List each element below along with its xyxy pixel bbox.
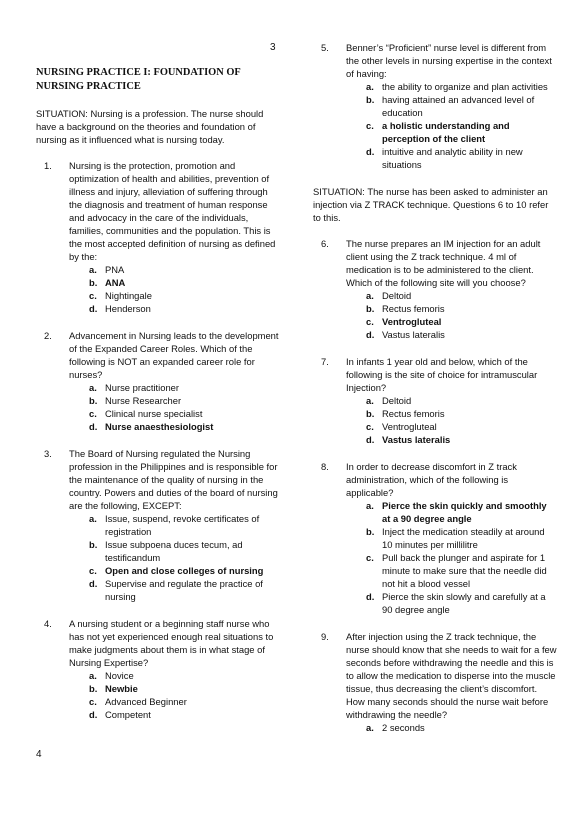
question-text: The Board of Nursing regulated the Nursing profession in the Philippines and is responsible for the maintenance of the quality of nursing in the country. Powers and duties of the board of nursing are the following, EXCEPT:: [69, 448, 278, 511]
option-list: [346, 289, 557, 341]
option-text: intuitive and analytic ability in new situations: [382, 146, 523, 170]
option-text: Vastus lateralis: [382, 329, 445, 340]
option: [366, 420, 557, 433]
option: [366, 302, 557, 315]
correct-option: [89, 564, 282, 577]
option-text: ANA: [105, 277, 126, 288]
option-list: [69, 381, 282, 433]
option-letter: d.: [366, 146, 375, 157]
situation-intro: SITUATION: Nursing is a profession. The nurse should have a background on the theories and foundation of nursing as it influenced what is nursing today.: [36, 108, 264, 145]
option-text: Pierce the skin slowly and carefully at a 90 degree angle: [382, 591, 546, 615]
option-letter: c.: [89, 565, 97, 576]
option-letter: b.: [89, 395, 98, 406]
option-text: Supervise and regulate the practice of nursing: [105, 578, 263, 602]
option-letter: b.: [89, 683, 98, 694]
option: [366, 289, 557, 302]
question-number: 3.: [44, 448, 52, 459]
question-number: 1.: [44, 160, 52, 171]
question-body: [346, 355, 557, 446]
option-letter: a.: [89, 670, 97, 681]
question-text: In infants 1 year old and below, which of the following is the site of choice for intramuscular Injection?: [346, 356, 538, 393]
option: [366, 328, 557, 341]
question-number: 8.: [321, 461, 329, 472]
option-text: Rectus femoris: [382, 408, 445, 419]
option: [366, 145, 557, 171]
question-text: Benner’s “Proficient” nurse level is different from the other levels in nursing expertise in the context of having:: [346, 42, 552, 79]
option-letter: d.: [89, 303, 98, 314]
option: [89, 577, 282, 603]
option: [89, 302, 282, 315]
option-text: PNA: [105, 264, 125, 275]
question-text: A nursing student or a beginning staff nurse who has not yet experienced enough real situations to make judgments about them is in what stage of Nursing Expertise?: [69, 618, 274, 668]
option: [366, 93, 557, 119]
question-body: [346, 237, 557, 341]
section-heading: NURSING PRACTICE I: FOUNDATION OF NURSING PRACTICE: [36, 67, 241, 92]
option-text: Ventrogluteal: [382, 316, 442, 327]
question-6: [313, 237, 557, 341]
correct-option: [366, 315, 557, 328]
question-body: [346, 630, 557, 734]
question-body: [346, 460, 557, 616]
right-column: [313, 41, 557, 748]
question-body: [346, 41, 557, 171]
option-text: Pierce the skin quickly and smoothly at a 90 degree angle: [382, 500, 547, 524]
option-letter: b.: [366, 94, 375, 105]
option: [89, 669, 282, 682]
correct-option: [89, 276, 282, 289]
page-number-top: 3: [270, 42, 276, 53]
option-letter: c.: [366, 552, 374, 563]
option-letter: c.: [366, 316, 374, 327]
option-letter: d.: [366, 591, 375, 602]
option-text: Nurse Researcher: [105, 395, 182, 406]
left-question-list: [36, 159, 282, 721]
option-letter: a.: [366, 290, 374, 301]
option-text: Vastus lateralis: [382, 434, 451, 445]
option-letter: d.: [89, 421, 98, 432]
question-3: [36, 447, 282, 603]
option-text: Ventrogluteal: [382, 421, 437, 432]
correct-option: [89, 682, 282, 695]
option-letter: a.: [89, 382, 97, 393]
option-text: Issue, suspend, revoke certificates of registration: [105, 513, 260, 537]
option-letter: d.: [89, 578, 98, 589]
option: [366, 551, 557, 590]
question-text: In order to decrease discomfort in Z track administration, which of the following is applicable?: [346, 461, 517, 498]
option: [89, 512, 282, 538]
option: [366, 80, 557, 93]
option-text: Issue subpoena duces tecum, ad testificandum: [105, 539, 243, 563]
option-text: Newbie: [105, 683, 138, 694]
question-1: [36, 159, 282, 315]
option-letter: a.: [89, 513, 97, 524]
option-text: Open and close colleges of nursing: [105, 565, 264, 576]
option-text: Competent: [105, 709, 151, 720]
question-text: Advancement in Nursing leads to the development of the Expanded Career Roles. Which of the following is NOT an expanded career role for nurses?: [69, 330, 279, 380]
option-letter: d.: [89, 709, 98, 720]
correct-option: [366, 433, 557, 446]
question-body: [69, 617, 282, 721]
option-letter: b.: [366, 526, 375, 537]
option-text: Nurse practitioner: [105, 382, 179, 393]
option: [89, 381, 282, 394]
question-9: [313, 630, 557, 734]
option-text: a holistic understanding and perception of the client: [382, 120, 510, 144]
option-text: Deltoid: [382, 290, 412, 301]
option: [366, 407, 557, 420]
option: [89, 708, 282, 721]
question-text: Nursing is the protection, promotion and optimization of health and abilities, prevention of illness and injury, alleviation of suffering through the diagnosis and treatment of human response and advocacy in the care of the individuals, families, communities and the population. This is the most accepted definition of nursing as defined by the:: [69, 160, 276, 262]
option-text: Pull back the plunger and aspirate for 1 minute to make sure that the needle did not hit a blood vessel: [382, 552, 547, 589]
question-2: [36, 329, 282, 433]
correct-option: [89, 420, 282, 433]
question-number: 6.: [321, 238, 329, 249]
question-number: 5.: [321, 42, 329, 53]
question-text: The nurse prepares an IM injection for an adult client using the Z track technique. 4 ml of medication is to be administered to the client. Which of the following site will you choose?: [346, 238, 541, 288]
option-letter: a.: [366, 722, 374, 733]
option-list: [346, 721, 557, 734]
question-7: [313, 355, 557, 446]
option-text: Nightingale: [105, 290, 152, 301]
question-number: 9.: [321, 631, 329, 642]
question-5: [313, 41, 557, 171]
option-text: Henderson: [105, 303, 151, 314]
option-list: [69, 512, 282, 603]
question-number: 4.: [44, 618, 52, 629]
question-4: [36, 617, 282, 721]
right-question-list: [313, 237, 557, 734]
option-list: [69, 669, 282, 721]
option-list: [346, 394, 557, 446]
option-list: [346, 499, 557, 616]
option: [89, 394, 282, 407]
option-letter: b.: [89, 539, 98, 550]
option-text: having attained an advanced level of education: [382, 94, 535, 118]
option-text: the ability to organize and plan activities: [382, 81, 548, 92]
option: [366, 525, 557, 551]
option-list: [346, 80, 557, 171]
option-letter: c.: [366, 421, 374, 432]
option-list: [69, 263, 282, 315]
question-body: [69, 329, 282, 433]
question-body: [69, 447, 282, 603]
option-letter: c.: [89, 290, 97, 301]
option-text: Nurse anaesthesiologist: [105, 421, 214, 432]
option-letter: c.: [366, 120, 374, 131]
option-text: Advanced Beginner: [105, 696, 187, 707]
correct-option: [366, 499, 557, 525]
option: [89, 263, 282, 276]
option-text: 2 seconds: [382, 722, 425, 733]
option-letter: a.: [366, 500, 374, 511]
situation-ztrack: SITUATION: The nurse has been asked to administer an injection via Z TRACK technique. Questions 6 to 10 refer to this.: [313, 186, 549, 223]
question-text: After injection using the Z track technique, the nurse should know that she needs to wait for a few seconds before withdrawing the needle and this is to allow the medication to disperse into the muscle tissue, thus decreasing the client’s discomfort. How many seconds should the nurse wait before withdrawing the needle?: [346, 631, 557, 720]
option-text: Rectus femoris: [382, 303, 445, 314]
option-text: Clinical nurse specialist: [105, 408, 203, 419]
option-letter: a.: [366, 395, 374, 406]
question-body: [69, 159, 282, 315]
option: [89, 695, 282, 708]
option: [366, 721, 557, 734]
option-letter: a.: [366, 81, 374, 92]
option-text: Inject the medication steadily at around 10 minutes per millilitre: [382, 526, 545, 550]
option-letter: b.: [366, 303, 375, 314]
option: [366, 394, 557, 407]
option-letter: b.: [89, 277, 98, 288]
option: [89, 538, 282, 564]
question-number: 7.: [321, 356, 329, 367]
question-number: 2.: [44, 330, 52, 341]
option: [89, 407, 282, 420]
question-8: [313, 460, 557, 616]
question-5-holder: [313, 41, 557, 171]
correct-option: [366, 119, 557, 145]
option-letter: c.: [89, 696, 97, 707]
page-number-bottom: 4: [36, 749, 42, 760]
option-letter: b.: [366, 408, 375, 419]
option-letter: d.: [366, 434, 375, 445]
option-letter: d.: [366, 329, 375, 340]
left-column: [36, 66, 282, 735]
option-text: Novice: [105, 670, 134, 681]
option-text: Deltoid: [382, 395, 412, 406]
option-letter: c.: [89, 408, 97, 419]
option-letter: a.: [89, 264, 97, 275]
option: [89, 289, 282, 302]
option: [366, 590, 557, 616]
